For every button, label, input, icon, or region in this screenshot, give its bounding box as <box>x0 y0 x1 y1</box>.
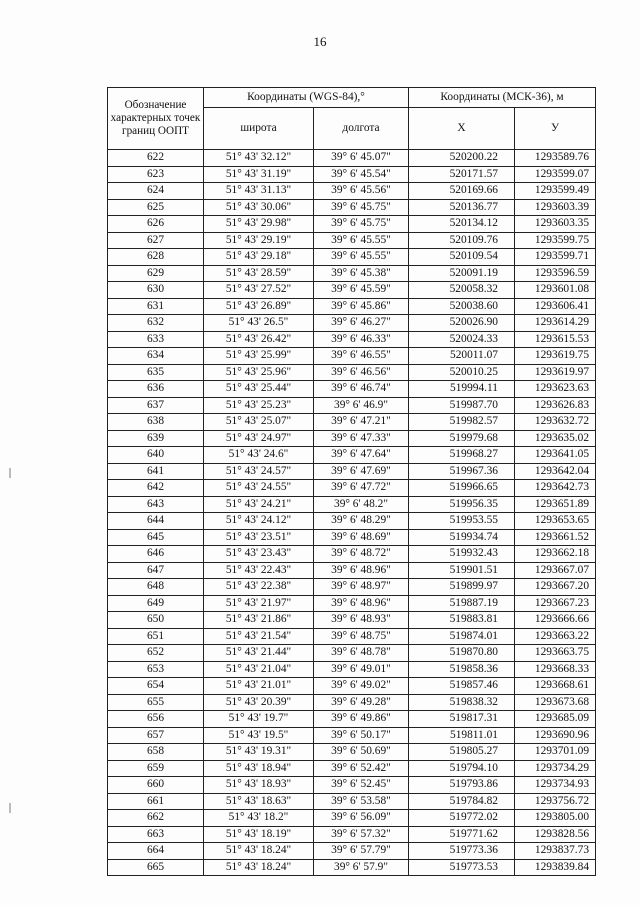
y-cell: 1293662.18 <box>515 546 596 563</box>
y-cell: 1293603.39 <box>515 199 596 216</box>
page-number: 16 <box>313 34 327 49</box>
latitude-cell: 51° 43' 32.12" <box>204 150 314 167</box>
latitude-cell: 51° 43' 21.97" <box>204 595 314 612</box>
longitude-cell: 39° 6' 47.69" <box>314 463 409 480</box>
longitude-cell: 39° 6' 48.72" <box>314 546 409 563</box>
x-cell: 520171.57 <box>409 166 515 183</box>
x-cell: 519784.82 <box>409 793 515 810</box>
latitude-cell: 51° 43' 20.39" <box>204 694 314 711</box>
y-cell: 1293603.35 <box>515 216 596 233</box>
longitude-cell: 39° 6' 46.56" <box>314 364 409 381</box>
longitude-cell: 39° 6' 45.55" <box>314 232 409 249</box>
y-cell: 1293641.05 <box>515 447 596 464</box>
x-cell: 519857.46 <box>409 678 515 695</box>
latitude-cell: 51° 43' 18.24" <box>204 859 314 876</box>
x-cell: 519805.27 <box>409 744 515 761</box>
point-id-cell: 623 <box>108 166 204 183</box>
x-cell: 520024.33 <box>409 331 515 348</box>
point-id-cell: 665 <box>108 859 204 876</box>
table-row <box>108 447 596 464</box>
table-row <box>108 381 596 398</box>
latitude-cell: 51° 43' 25.44" <box>204 381 314 398</box>
y-cell: 1293661.52 <box>515 529 596 546</box>
table-row <box>108 364 596 381</box>
point-id-cell: 661 <box>108 793 204 810</box>
x-cell: 519994.11 <box>409 381 515 398</box>
y-cell: 1293667.23 <box>515 595 596 612</box>
longitude-cell: 39° 6' 49.86" <box>314 711 409 728</box>
x-cell: 519883.81 <box>409 612 515 629</box>
x-cell: 520010.25 <box>409 364 515 381</box>
latitude-cell: 51° 43' 18.2" <box>204 810 314 827</box>
point-id-cell: 643 <box>108 496 204 513</box>
latitude-cell: 51° 43' 23.43" <box>204 546 314 563</box>
latitude-cell: 51° 43' 27.52" <box>204 282 314 299</box>
table-row <box>108 480 596 497</box>
point-id-cell: 664 <box>108 843 204 860</box>
latitude-cell: 51° 43' 21.54" <box>204 628 314 645</box>
longitude-cell: 39° 6' 53.58" <box>314 793 409 810</box>
table-row <box>108 678 596 695</box>
table-body <box>108 150 596 876</box>
table-row <box>108 348 596 365</box>
y-cell: 1293599.49 <box>515 183 596 200</box>
latitude-cell: 51° 43' 24.55" <box>204 480 314 497</box>
y-cell: 1293606.41 <box>515 298 596 315</box>
point-id-cell: 646 <box>108 546 204 563</box>
x-cell: 519772.02 <box>409 810 515 827</box>
x-cell: 519901.51 <box>409 562 515 579</box>
latitude-cell: 51° 43' 25.07" <box>204 414 314 431</box>
latitude-cell: 51° 43' 18.24" <box>204 843 314 860</box>
longitude-cell: 39° 6' 45.55" <box>314 249 409 266</box>
latitude-cell: 51° 43' 21.86" <box>204 612 314 629</box>
table-row <box>108 463 596 480</box>
point-id-cell: 642 <box>108 480 204 497</box>
y-cell: 1293667.07 <box>515 562 596 579</box>
longitude-cell: 39° 6' 47.64" <box>314 447 409 464</box>
longitude-cell: 39° 6' 52.42" <box>314 760 409 777</box>
y-cell: 1293839.84 <box>515 859 596 876</box>
table-row <box>108 513 596 530</box>
point-id-cell: 652 <box>108 645 204 662</box>
longitude-cell: 39° 6' 48.93" <box>314 612 409 629</box>
point-id-cell: 644 <box>108 513 204 530</box>
longitude-cell: 39° 6' 46.33" <box>314 331 409 348</box>
x-cell: 519794.10 <box>409 760 515 777</box>
x-cell: 519966.65 <box>409 480 515 497</box>
x-cell: 519771.62 <box>409 826 515 843</box>
latitude-cell: 51° 43' 31.19" <box>204 166 314 183</box>
longitude-cell: 39° 6' 48.29" <box>314 513 409 530</box>
x-cell: 519870.80 <box>409 645 515 662</box>
y-cell: 1293614.29 <box>515 315 596 332</box>
table-row <box>108 843 596 860</box>
point-id-cell: 638 <box>108 414 204 431</box>
point-id-cell: 625 <box>108 199 204 216</box>
x-cell: 520058.32 <box>409 282 515 299</box>
point-id-cell: 653 <box>108 661 204 678</box>
point-id-cell: 655 <box>108 694 204 711</box>
longitude-cell: 39° 6' 45.54" <box>314 166 409 183</box>
table-row <box>108 595 596 612</box>
x-cell: 519773.36 <box>409 843 515 860</box>
latitude-cell: 51° 43' 18.19" <box>204 826 314 843</box>
table-row <box>108 199 596 216</box>
y-cell: 1293653.65 <box>515 513 596 530</box>
point-id-cell: 657 <box>108 727 204 744</box>
y-cell: 1293619.75 <box>515 348 596 365</box>
latitude-cell: 51° 43' 26.5" <box>204 315 314 332</box>
table-row <box>108 579 596 596</box>
point-id-cell: 626 <box>108 216 204 233</box>
point-id-cell: 654 <box>108 678 204 695</box>
table-row <box>108 628 596 645</box>
longitude-cell: 39° 6' 52.45" <box>314 777 409 794</box>
x-cell: 519887.19 <box>409 595 515 612</box>
point-id-cell: 630 <box>108 282 204 299</box>
longitude-cell: 39° 6' 56.09" <box>314 810 409 827</box>
point-id-cell: 648 <box>108 579 204 596</box>
y-cell: 1293615.53 <box>515 331 596 348</box>
point-id-cell: 622 <box>108 150 204 167</box>
x-cell: 519934.74 <box>409 529 515 546</box>
longitude-cell: 39° 6' 49.01" <box>314 661 409 678</box>
x-cell: 519858.36 <box>409 661 515 678</box>
y-cell: 1293599.75 <box>515 232 596 249</box>
longitude-cell: 39° 6' 48.75" <box>314 628 409 645</box>
longitude-cell: 39° 6' 48.96" <box>314 562 409 579</box>
latitude-cell: 51° 43' 19.7" <box>204 711 314 728</box>
x-cell: 520109.54 <box>409 249 515 266</box>
y-cell: 1293589.76 <box>515 150 596 167</box>
latitude-cell: 51° 43' 24.57" <box>204 463 314 480</box>
y-cell: 1293642.04 <box>515 463 596 480</box>
x-cell: 519956.35 <box>409 496 515 513</box>
y-cell: 1293626.83 <box>515 397 596 414</box>
latitude-cell: 51° 43' 30.06" <box>204 199 314 216</box>
table-row <box>108 661 596 678</box>
y-cell: 1293642.73 <box>515 480 596 497</box>
point-id-cell: 631 <box>108 298 204 315</box>
point-id-cell: 649 <box>108 595 204 612</box>
latitude-cell: 51° 43' 29.19" <box>204 232 314 249</box>
y-header: У <box>515 108 596 150</box>
longitude-header: долгота <box>314 108 409 150</box>
x-cell: 520011.07 <box>409 348 515 365</box>
longitude-cell: 39° 6' 48.97" <box>314 579 409 596</box>
x-cell: 520169.66 <box>409 183 515 200</box>
longitude-cell: 39° 6' 46.55" <box>314 348 409 365</box>
point-id-cell: 647 <box>108 562 204 579</box>
x-cell: 519793.86 <box>409 777 515 794</box>
table-row <box>108 249 596 266</box>
table-row <box>108 430 596 447</box>
latitude-cell: 51° 43' 29.18" <box>204 249 314 266</box>
point-id-cell: 628 <box>108 249 204 266</box>
table-row <box>108 166 596 183</box>
y-cell: 1293623.63 <box>515 381 596 398</box>
longitude-cell: 39° 6' 46.9" <box>314 397 409 414</box>
table-row <box>108 546 596 563</box>
x-cell: 519838.32 <box>409 694 515 711</box>
longitude-cell: 39° 6' 45.56" <box>314 183 409 200</box>
table-row <box>108 529 596 546</box>
latitude-cell: 51° 43' 23.51" <box>204 529 314 546</box>
y-cell: 1293667.20 <box>515 579 596 596</box>
longitude-cell: 39° 6' 47.21" <box>314 414 409 431</box>
longitude-cell: 39° 6' 50.69" <box>314 744 409 761</box>
longitude-cell: 39° 6' 47.72" <box>314 480 409 497</box>
x-cell: 519899.97 <box>409 579 515 596</box>
point-id-cell: 627 <box>108 232 204 249</box>
y-cell: 1293663.22 <box>515 628 596 645</box>
longitude-cell: 39° 6' 45.38" <box>314 265 409 282</box>
latitude-cell: 51° 43' 22.43" <box>204 562 314 579</box>
x-cell: 519773.53 <box>409 859 515 876</box>
y-cell: 1293734.93 <box>515 777 596 794</box>
y-cell: 1293666.66 <box>515 612 596 629</box>
coordinates-table <box>107 87 596 876</box>
table-row <box>108 612 596 629</box>
table-row <box>108 183 596 200</box>
x-cell: 519967.36 <box>409 463 515 480</box>
point-id-cell: 637 <box>108 397 204 414</box>
latitude-cell: 51° 43' 29.98" <box>204 216 314 233</box>
table-row <box>108 232 596 249</box>
point-id-cell: 658 <box>108 744 204 761</box>
table-row <box>108 711 596 728</box>
longitude-cell: 39° 6' 48.69" <box>314 529 409 546</box>
longitude-cell: 39° 6' 45.59" <box>314 282 409 299</box>
point-id-cell: 640 <box>108 447 204 464</box>
x-cell: 520091.19 <box>409 265 515 282</box>
y-cell: 1293837.73 <box>515 843 596 860</box>
table-row <box>108 216 596 233</box>
latitude-cell: 51° 43' 28.59" <box>204 265 314 282</box>
latitude-cell: 51° 43' 18.94" <box>204 760 314 777</box>
longitude-cell: 39° 6' 50.17" <box>314 727 409 744</box>
x-cell: 520026.90 <box>409 315 515 332</box>
scan-margin-mark <box>9 803 11 813</box>
table-row <box>108 645 596 662</box>
x-cell: 520109.76 <box>409 232 515 249</box>
table-row <box>108 298 596 315</box>
longitude-cell: 39° 6' 45.75" <box>314 199 409 216</box>
y-cell: 1293601.08 <box>515 282 596 299</box>
table-row <box>108 727 596 744</box>
table-header <box>108 88 596 150</box>
point-id-cell: 651 <box>108 628 204 645</box>
point-id-cell: 650 <box>108 612 204 629</box>
y-cell: 1293596.59 <box>515 265 596 282</box>
longitude-cell: 39° 6' 57.32" <box>314 826 409 843</box>
table-row <box>108 414 596 431</box>
table-row <box>108 826 596 843</box>
y-cell: 1293734.29 <box>515 760 596 777</box>
msk36-header: Координаты (МСК-36), м <box>409 88 596 108</box>
y-cell: 1293663.75 <box>515 645 596 662</box>
y-cell: 1293673.68 <box>515 694 596 711</box>
table-row <box>108 859 596 876</box>
latitude-cell: 51° 43' 31.13" <box>204 183 314 200</box>
table-row <box>108 793 596 810</box>
latitude-cell: 51° 43' 21.01" <box>204 678 314 695</box>
latitude-cell: 51° 43' 18.93" <box>204 777 314 794</box>
x-cell: 520200.22 <box>409 150 515 167</box>
point-id-cell: 629 <box>108 265 204 282</box>
latitude-cell: 51° 43' 24.12" <box>204 513 314 530</box>
point-designation-header: Обозначение характерных точек границ ООПТ <box>108 88 204 150</box>
y-cell: 1293651.89 <box>515 496 596 513</box>
y-cell: 1293599.71 <box>515 249 596 266</box>
y-cell: 1293619.97 <box>515 364 596 381</box>
latitude-header: широта <box>204 108 314 150</box>
latitude-cell: 51° 43' 26.42" <box>204 331 314 348</box>
y-cell: 1293828.56 <box>515 826 596 843</box>
table-row <box>108 777 596 794</box>
table-row <box>108 810 596 827</box>
point-id-cell: 632 <box>108 315 204 332</box>
x-cell: 520038.60 <box>409 298 515 315</box>
y-cell: 1293756.72 <box>515 793 596 810</box>
x-cell: 520134.12 <box>409 216 515 233</box>
longitude-cell: 39° 6' 57.9" <box>314 859 409 876</box>
point-id-cell: 641 <box>108 463 204 480</box>
y-cell: 1293635.02 <box>515 430 596 447</box>
y-cell: 1293599.07 <box>515 166 596 183</box>
longitude-cell: 39° 6' 46.27" <box>314 315 409 332</box>
latitude-cell: 51° 43' 24.21" <box>204 496 314 513</box>
y-cell: 1293632.72 <box>515 414 596 431</box>
longitude-cell: 39° 6' 49.02" <box>314 678 409 695</box>
latitude-cell: 51° 43' 24.6" <box>204 447 314 464</box>
y-cell: 1293690.96 <box>515 727 596 744</box>
longitude-cell: 39° 6' 49.28" <box>314 694 409 711</box>
longitude-cell: 39° 6' 57.79" <box>314 843 409 860</box>
table-row <box>108 331 596 348</box>
x-cell: 519817.31 <box>409 711 515 728</box>
point-id-cell: 656 <box>108 711 204 728</box>
latitude-cell: 51° 43' 19.5" <box>204 727 314 744</box>
scan-margin-mark <box>9 468 11 478</box>
latitude-cell: 51° 43' 25.23" <box>204 397 314 414</box>
table-row <box>108 694 596 711</box>
latitude-cell: 51° 43' 18.63" <box>204 793 314 810</box>
table-row <box>108 397 596 414</box>
point-id-cell: 660 <box>108 777 204 794</box>
latitude-cell: 51° 43' 19.31" <box>204 744 314 761</box>
point-id-cell: 662 <box>108 810 204 827</box>
longitude-cell: 39° 6' 45.07" <box>314 150 409 167</box>
longitude-cell: 39° 6' 47.33" <box>314 430 409 447</box>
y-cell: 1293668.61 <box>515 678 596 695</box>
x-cell: 519982.57 <box>409 414 515 431</box>
latitude-cell: 51° 43' 25.96" <box>204 364 314 381</box>
x-cell: 519987.70 <box>409 397 515 414</box>
point-id-cell: 645 <box>108 529 204 546</box>
wgs84-header: Координаты (WGS-84),° <box>204 88 409 108</box>
table-row <box>108 315 596 332</box>
latitude-cell: 51° 43' 21.44" <box>204 645 314 662</box>
longitude-cell: 39° 6' 46.74" <box>314 381 409 398</box>
table-row <box>108 265 596 282</box>
table-row <box>108 760 596 777</box>
point-id-cell: 659 <box>108 760 204 777</box>
x-cell: 519968.27 <box>409 447 515 464</box>
table-row <box>108 744 596 761</box>
longitude-cell: 39° 6' 45.75" <box>314 216 409 233</box>
y-cell: 1293668.33 <box>515 661 596 678</box>
point-id-cell: 639 <box>108 430 204 447</box>
latitude-cell: 51° 43' 25.99" <box>204 348 314 365</box>
longitude-cell: 39° 6' 48.78" <box>314 645 409 662</box>
x-cell: 519953.55 <box>409 513 515 530</box>
latitude-cell: 51° 43' 22.38" <box>204 579 314 596</box>
table-row <box>108 150 596 167</box>
table-row <box>108 562 596 579</box>
latitude-cell: 51° 43' 21.04" <box>204 661 314 678</box>
x-cell: 520136.77 <box>409 199 515 216</box>
y-cell: 1293701.09 <box>515 744 596 761</box>
x-cell: 519811.01 <box>409 727 515 744</box>
table-row <box>108 282 596 299</box>
point-id-cell: 635 <box>108 364 204 381</box>
longitude-cell: 39° 6' 45.86" <box>314 298 409 315</box>
latitude-cell: 51° 43' 26.89" <box>204 298 314 315</box>
x-cell: 519932.43 <box>409 546 515 563</box>
longitude-cell: 39° 6' 48.2" <box>314 496 409 513</box>
x-cell: 519979.68 <box>409 430 515 447</box>
x-header: X <box>409 108 515 150</box>
table-row <box>108 496 596 513</box>
y-cell: 1293805.00 <box>515 810 596 827</box>
point-id-cell: 663 <box>108 826 204 843</box>
point-id-cell: 636 <box>108 381 204 398</box>
point-id-cell: 634 <box>108 348 204 365</box>
point-id-cell: 633 <box>108 331 204 348</box>
y-cell: 1293685.09 <box>515 711 596 728</box>
point-id-cell: 624 <box>108 183 204 200</box>
longitude-cell: 39° 6' 48.96" <box>314 595 409 612</box>
latitude-cell: 51° 43' 24.97" <box>204 430 314 447</box>
x-cell: 519874.01 <box>409 628 515 645</box>
